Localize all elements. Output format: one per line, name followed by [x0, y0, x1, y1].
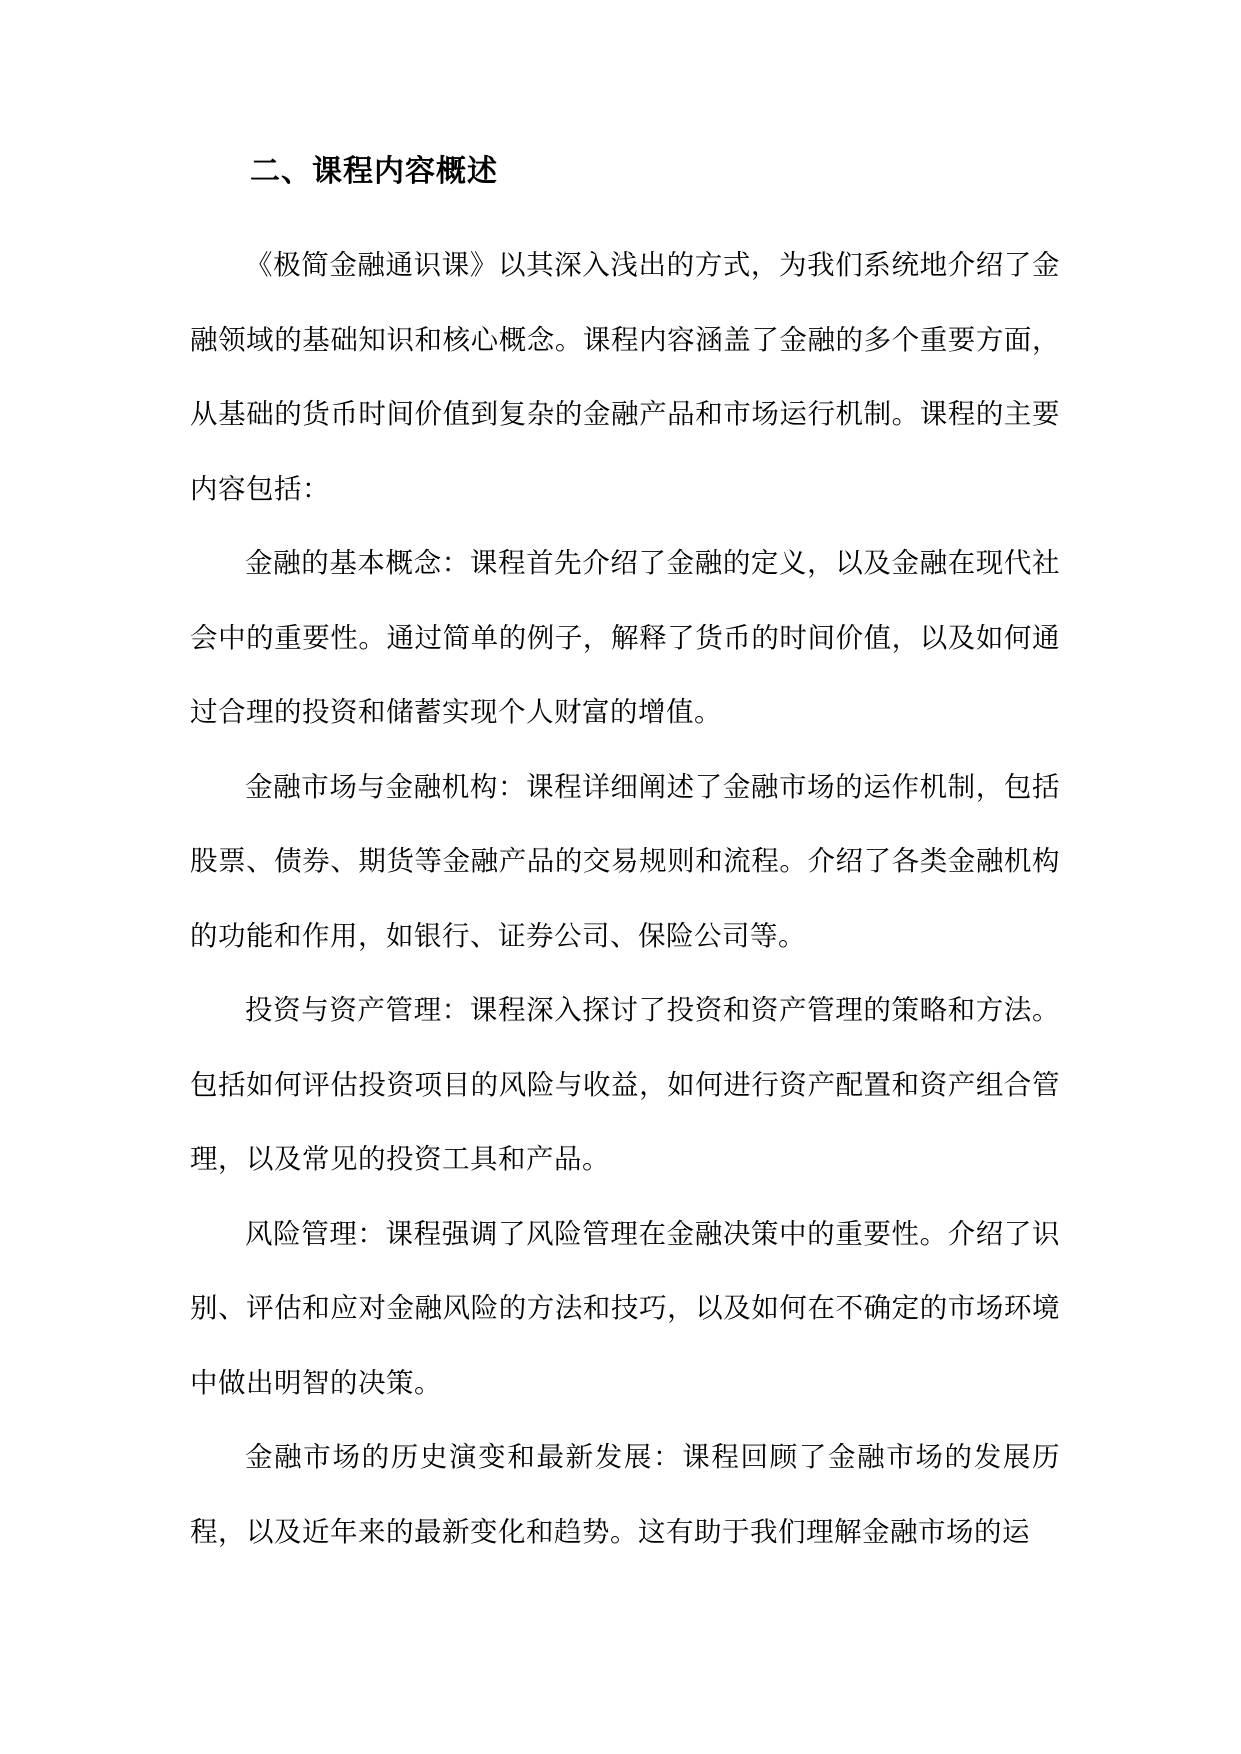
paragraph-markets-institutions: 金融市场与金融机构：课程详细阐述了金融市场的运作机制，包括股票、债券、期货等金融产品的交易规则和流程。介绍了各类金融机构的功能和作用，如银行、证券公司、保险公司等。	[190, 770, 1060, 952]
paragraph-investment-asset-management: 投资与资产管理：课程深入探讨了投资和资产管理的策略和方法。包括如何评估投资项目的风险与收益，如何进行资产配置和资产组合管理，以及常见的投资工具和产品。	[190, 994, 1060, 1175]
paragraph-history-development: 金融市场的历史演变和最新发展：课程回顾了金融市场的发展历程，以及近年来的最新变化和趋势。这有助于我们理解金融市场的运	[190, 1441, 1060, 1548]
paragraph-intro: 《极简金融通识课》以其深入浅出的方式，为我们系统地介绍了金融领域的基础知识和核心概念。课程内容涵盖了金融的多个重要方面，从基础的货币时间价值到复杂的金融产品和市场运行机制。课程的主要内容包括：	[190, 249, 1060, 505]
document-body	[190, 228, 1060, 1569]
paragraph-risk-management: 风险管理：课程强调了风险管理在金融决策中的重要性。介绍了识别、评估和应对金融风险的方法和技巧，以及如何在不确定的市场环境中做出明智的决策。	[190, 1217, 1060, 1399]
paragraph-basic-concepts: 金融的基本概念：课程首先介绍了金融的定义，以及金融在现代社会中的重要性。通过简单的例子，解释了货币的时间价值，以及如何通过合理的投资和储蓄实现个人财富的增值。	[190, 547, 1060, 728]
section-heading: 二、课程内容概述	[250, 154, 498, 189]
